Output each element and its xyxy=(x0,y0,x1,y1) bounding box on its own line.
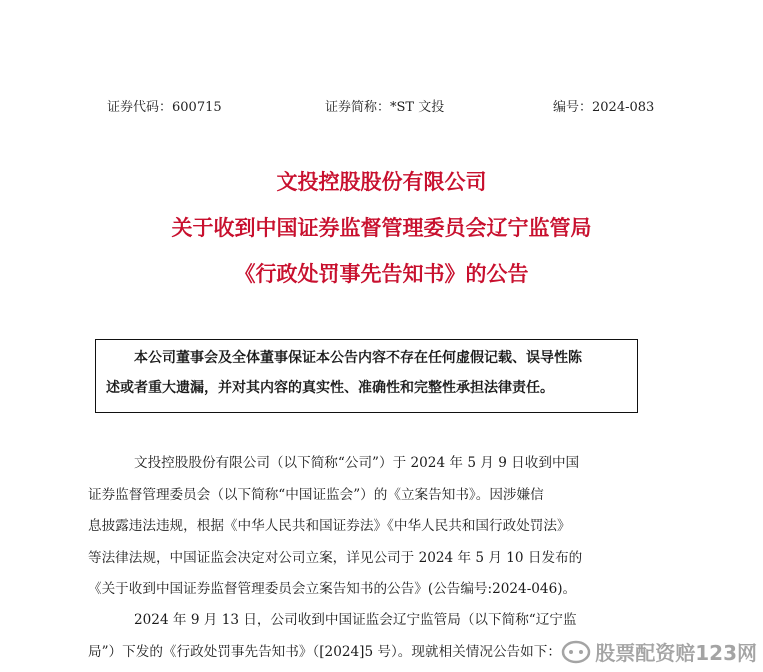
paragraph-line: 息披露违法违规，根据《中华人民共和国证券法》《中华人民共和国行政处罚法》 xyxy=(88,518,571,534)
serial-number: 编号：2024-083 xyxy=(553,100,655,115)
body-paragraph-1 xyxy=(88,448,668,606)
paragraph-line: 局”）下发的《行政处罚事先告知书》（[2024]5 号）。现就相关情况公告如下： xyxy=(88,643,561,660)
paragraph-line: 等法律法规，中国证监会决定对公司立案，详见公司于 2024 年 5 月 10 日发布的 xyxy=(88,549,583,566)
stock-short-name: 证券简称：*ST 文投 xyxy=(325,100,445,115)
paragraph-line: 证券监督管理委员会（以下简称“中国证监会”）的《立案告知书》。因涉嫌信 xyxy=(88,486,544,503)
announcement-title-line3: 《行政处罚事先告知书》的公告 xyxy=(234,262,529,286)
watermark-text: 股票配资赔123网 xyxy=(595,641,757,665)
notice-line-1: 本公司董事会及全体董事保证本公告内容不存在任何虚假记载、误导性陈 xyxy=(134,350,582,366)
announcement-title-line2: 关于收到中国证券监督管理委员会辽宁监管局 xyxy=(171,216,592,240)
paragraph-line: 2024 年 9 月 13 日，公司收到中国证监会辽宁监管局（以下简称“辽宁监 xyxy=(134,612,577,628)
stock-code: 证券代码：600715 xyxy=(107,100,222,115)
board-guarantee-notice xyxy=(95,339,638,413)
watermark xyxy=(561,637,757,666)
notice-line-2: 述或者重大遗漏，并对其内容的真实性、准确性和完整性承担法律责任。 xyxy=(106,380,554,396)
paragraph-line: 文投控股股份有限公司（以下简称“公司”）于 2024 年 5 月 9 日收到中国 xyxy=(134,455,580,471)
paragraph-line: 《关于收到中国证券监督管理委员会立案告知书的公告》(公告编号:2024-046)。 xyxy=(88,581,577,597)
watermark-logo-icon xyxy=(561,640,591,664)
company-title: 文投控股股份有限公司 xyxy=(276,170,487,194)
